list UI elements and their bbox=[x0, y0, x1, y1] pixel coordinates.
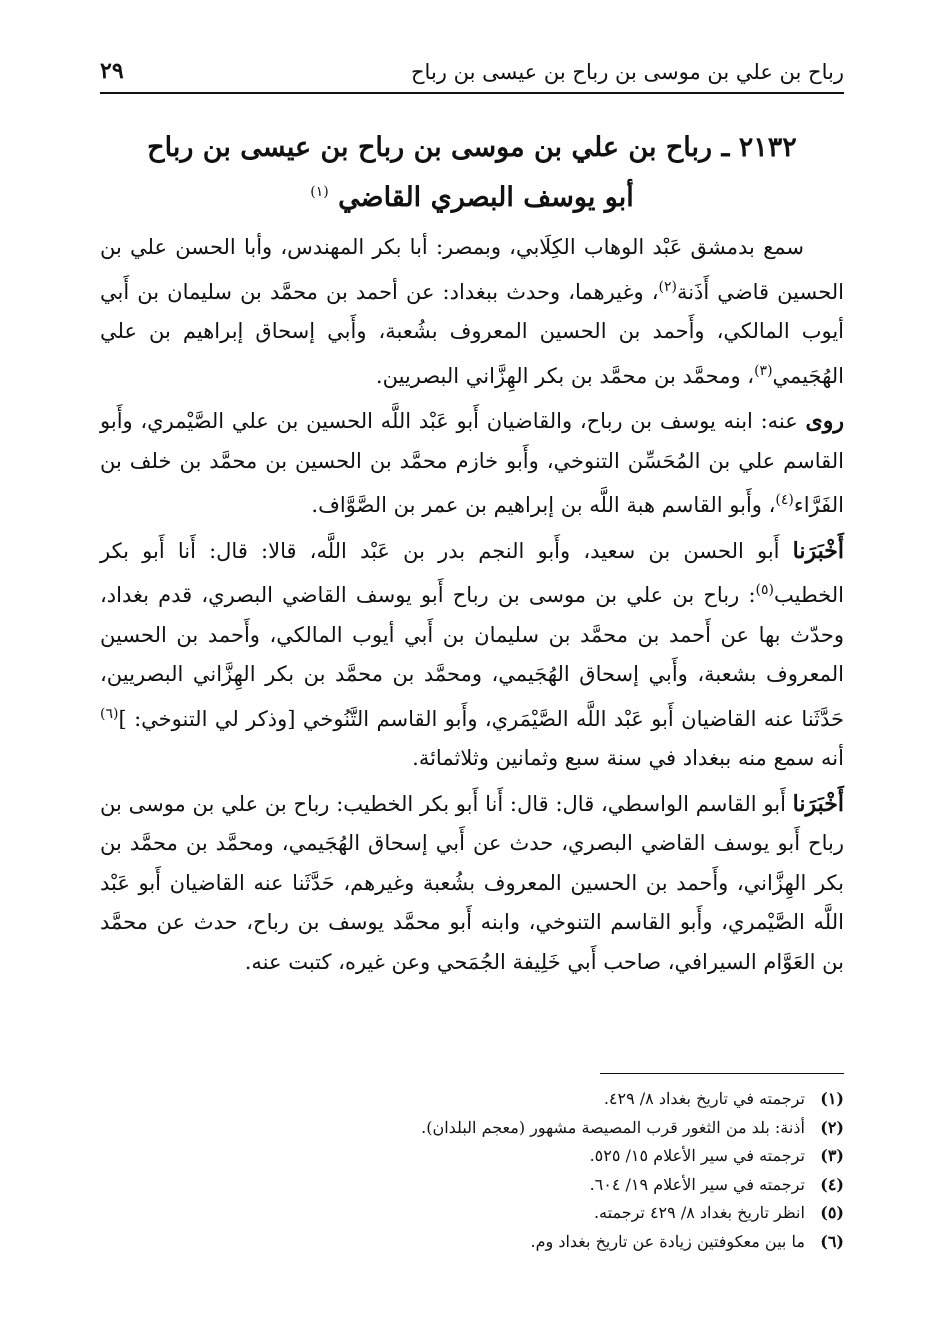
footnote-item bbox=[100, 1085, 844, 1114]
paragraph-text: ، وغيرهما، وحدث ببغداد: عن أحمد بن محمَّد بن سليمان بن أَبي أيوب المالكي، وأَحمد بن الحسين المعروف بشُعبة، وأَبي إسحاق إبراهيم بن علي الهُجَيمي bbox=[100, 279, 844, 388]
footnote-number: (٦) bbox=[820, 1231, 844, 1251]
footnote-marker: (٢) bbox=[658, 278, 677, 295]
paragraph-text: أنه سمع منه ببغداد في سنة سبع وثمانين وثلاثمائة. bbox=[412, 746, 844, 770]
footnote-text: أذنة: بلد من الثغور قرب المصيصة مشهور (معجم البلدان). bbox=[421, 1117, 805, 1137]
footnote-marker: (١) bbox=[310, 184, 329, 200]
footnote-text: ترجمته في سير الأعلام ١٩/ ٦٠٤. bbox=[589, 1174, 805, 1194]
paragraph-informed-2 bbox=[100, 785, 844, 983]
footnote-item bbox=[100, 1228, 844, 1257]
paragraph-text: سمع بدمشق عَبْد الوهاب الكِلَابي، وبمصر: أبا بكر المهندس، وأبا الحسن علي بن الحسين قاضي أَذَنة bbox=[100, 235, 844, 304]
footnote-number: (٤) bbox=[820, 1174, 844, 1194]
footnote-number: (٢) bbox=[820, 1117, 844, 1137]
running-header bbox=[100, 52, 844, 94]
footnote-number: (٣) bbox=[820, 1146, 844, 1165]
paragraph-heard bbox=[100, 228, 844, 396]
paragraph-text: ، وأَبو القاسم هبة اللَّه بن إبراهيم بن عمر بن الصَّوَّاف. bbox=[311, 493, 776, 517]
running-header-title: رباح بن علي بن موسى بن رباح بن عيسى بن رباح bbox=[410, 60, 844, 84]
page-number: ٢٩ bbox=[100, 58, 124, 84]
footnote-marker: (٤) bbox=[775, 492, 794, 508]
footnote-item bbox=[100, 1171, 844, 1200]
footnote-item bbox=[100, 1142, 844, 1171]
footnote-text: ترجمته في تاريخ بغداد ٨/ ٤٢٩. bbox=[603, 1089, 805, 1108]
entry-title-line-2 bbox=[100, 170, 844, 220]
footnote-item bbox=[100, 1199, 844, 1228]
footnote-text: انظر تاريخ بغداد ٨/ ٤٢٩ ترجمته. bbox=[593, 1203, 805, 1222]
entry-body bbox=[100, 228, 844, 988]
paragraph-text: عنه: ابنه يوسف بن رباح، والقاضيان أَبو عَبْد اللَّه الحسين بن علي الصَّيْمري، وأَبو القاسم علي بن المُحَسِّن التنوخي، وأَبو خازم محمَّد بن الحسين بن محمَّد بن خلف بن الفَرَّاء bbox=[100, 409, 844, 517]
footnote-number: (١) bbox=[820, 1089, 844, 1108]
footnote-text: ما بين معكوفتين زيادة عن تاريخ بغداد وم. bbox=[530, 1231, 805, 1251]
footnote-marker: (٥) bbox=[755, 582, 775, 598]
paragraph-lead-word: أَخْبَرَنا bbox=[792, 537, 844, 564]
footnote-marker: (٦) bbox=[100, 705, 119, 722]
paragraph-text: أَبو القاسم الواسطي، قال: قال: أَنا أَبو بكر الخطيب: رباح بن علي بن موسى بن رباح أَبو يوسف القاضي البصري، حدث عن أَبي إسحاق الهُجَيمي، ومحمَّد بن محمَّد بن بكر الهِزَّاني، وأَحمد بن الحسين المعروف بشُعبة وغيرهم، حَدَّثَنا عنه القاضيان أَبو عَبْد اللَّه الصَّيْمري، وأَبو القاسم التنوخي، وابنه أَبو محمَّد يوسف بن رباح، حدث عن محمَّد بن العَوَّام السيرافي، صاحب أَبي خَلِيفة الجُمَحي وعن غيره، كتبت عنه. bbox=[100, 791, 844, 974]
footnote-separator bbox=[600, 1073, 844, 1074]
entry-title-line-1: ٢١٣٢ ـ رباح بن علي بن موسى بن رباح بن عيسى بن رباح bbox=[147, 132, 797, 163]
entry-title bbox=[100, 126, 844, 220]
entry-title-name: أبو يوسف البصري القاضي bbox=[338, 182, 634, 213]
paragraph-text: أَبو الحسن بن سعيد، وأَبو النجم بدر بن عَبْد اللَّه، قالا: قال: أَنا أَبو بكر الخطيب bbox=[100, 538, 844, 607]
footnotes bbox=[100, 1085, 844, 1256]
paragraph-text: ، ومحمَّد بن محمَّد بن بكر الهِزَّاني البصريين. bbox=[375, 363, 755, 388]
footnote-text: ترجمته في سير الأعلام ١٥/ ٥٢٥. bbox=[589, 1146, 805, 1165]
footnote-number: (٥) bbox=[820, 1203, 844, 1222]
paragraph-text: : رباح بن علي بن موسى بن رباح أَبو يوسف القاضي البصري، قدم بغداد، وحدّث بها عن أَحمد بن محمَّد بن سليمان بن أَبي أيوب المالكي، وأَحمد بن الحسين المعروف بشعبة، وأَبي إسحاق الهُجَيمي، ومحمَّد بن محمَّد بن بكر الهِزَّاني البصريين، حَدَّثَنا عنه القاضيان أَبو عَبْد اللَّه الصَّيْمَري، وأَبو القاسم التَّنُوخي [وذكر لي التنوخي: ] bbox=[100, 583, 844, 731]
paragraph-lead-word: أَخْبَرَنا bbox=[792, 790, 844, 817]
paragraph-narrated bbox=[100, 402, 844, 526]
footnote-item bbox=[100, 1114, 844, 1143]
paragraph-informed-1 bbox=[100, 532, 844, 779]
footnote-marker: (٣) bbox=[754, 362, 773, 379]
paragraph-lead-word: روى bbox=[805, 408, 844, 434]
